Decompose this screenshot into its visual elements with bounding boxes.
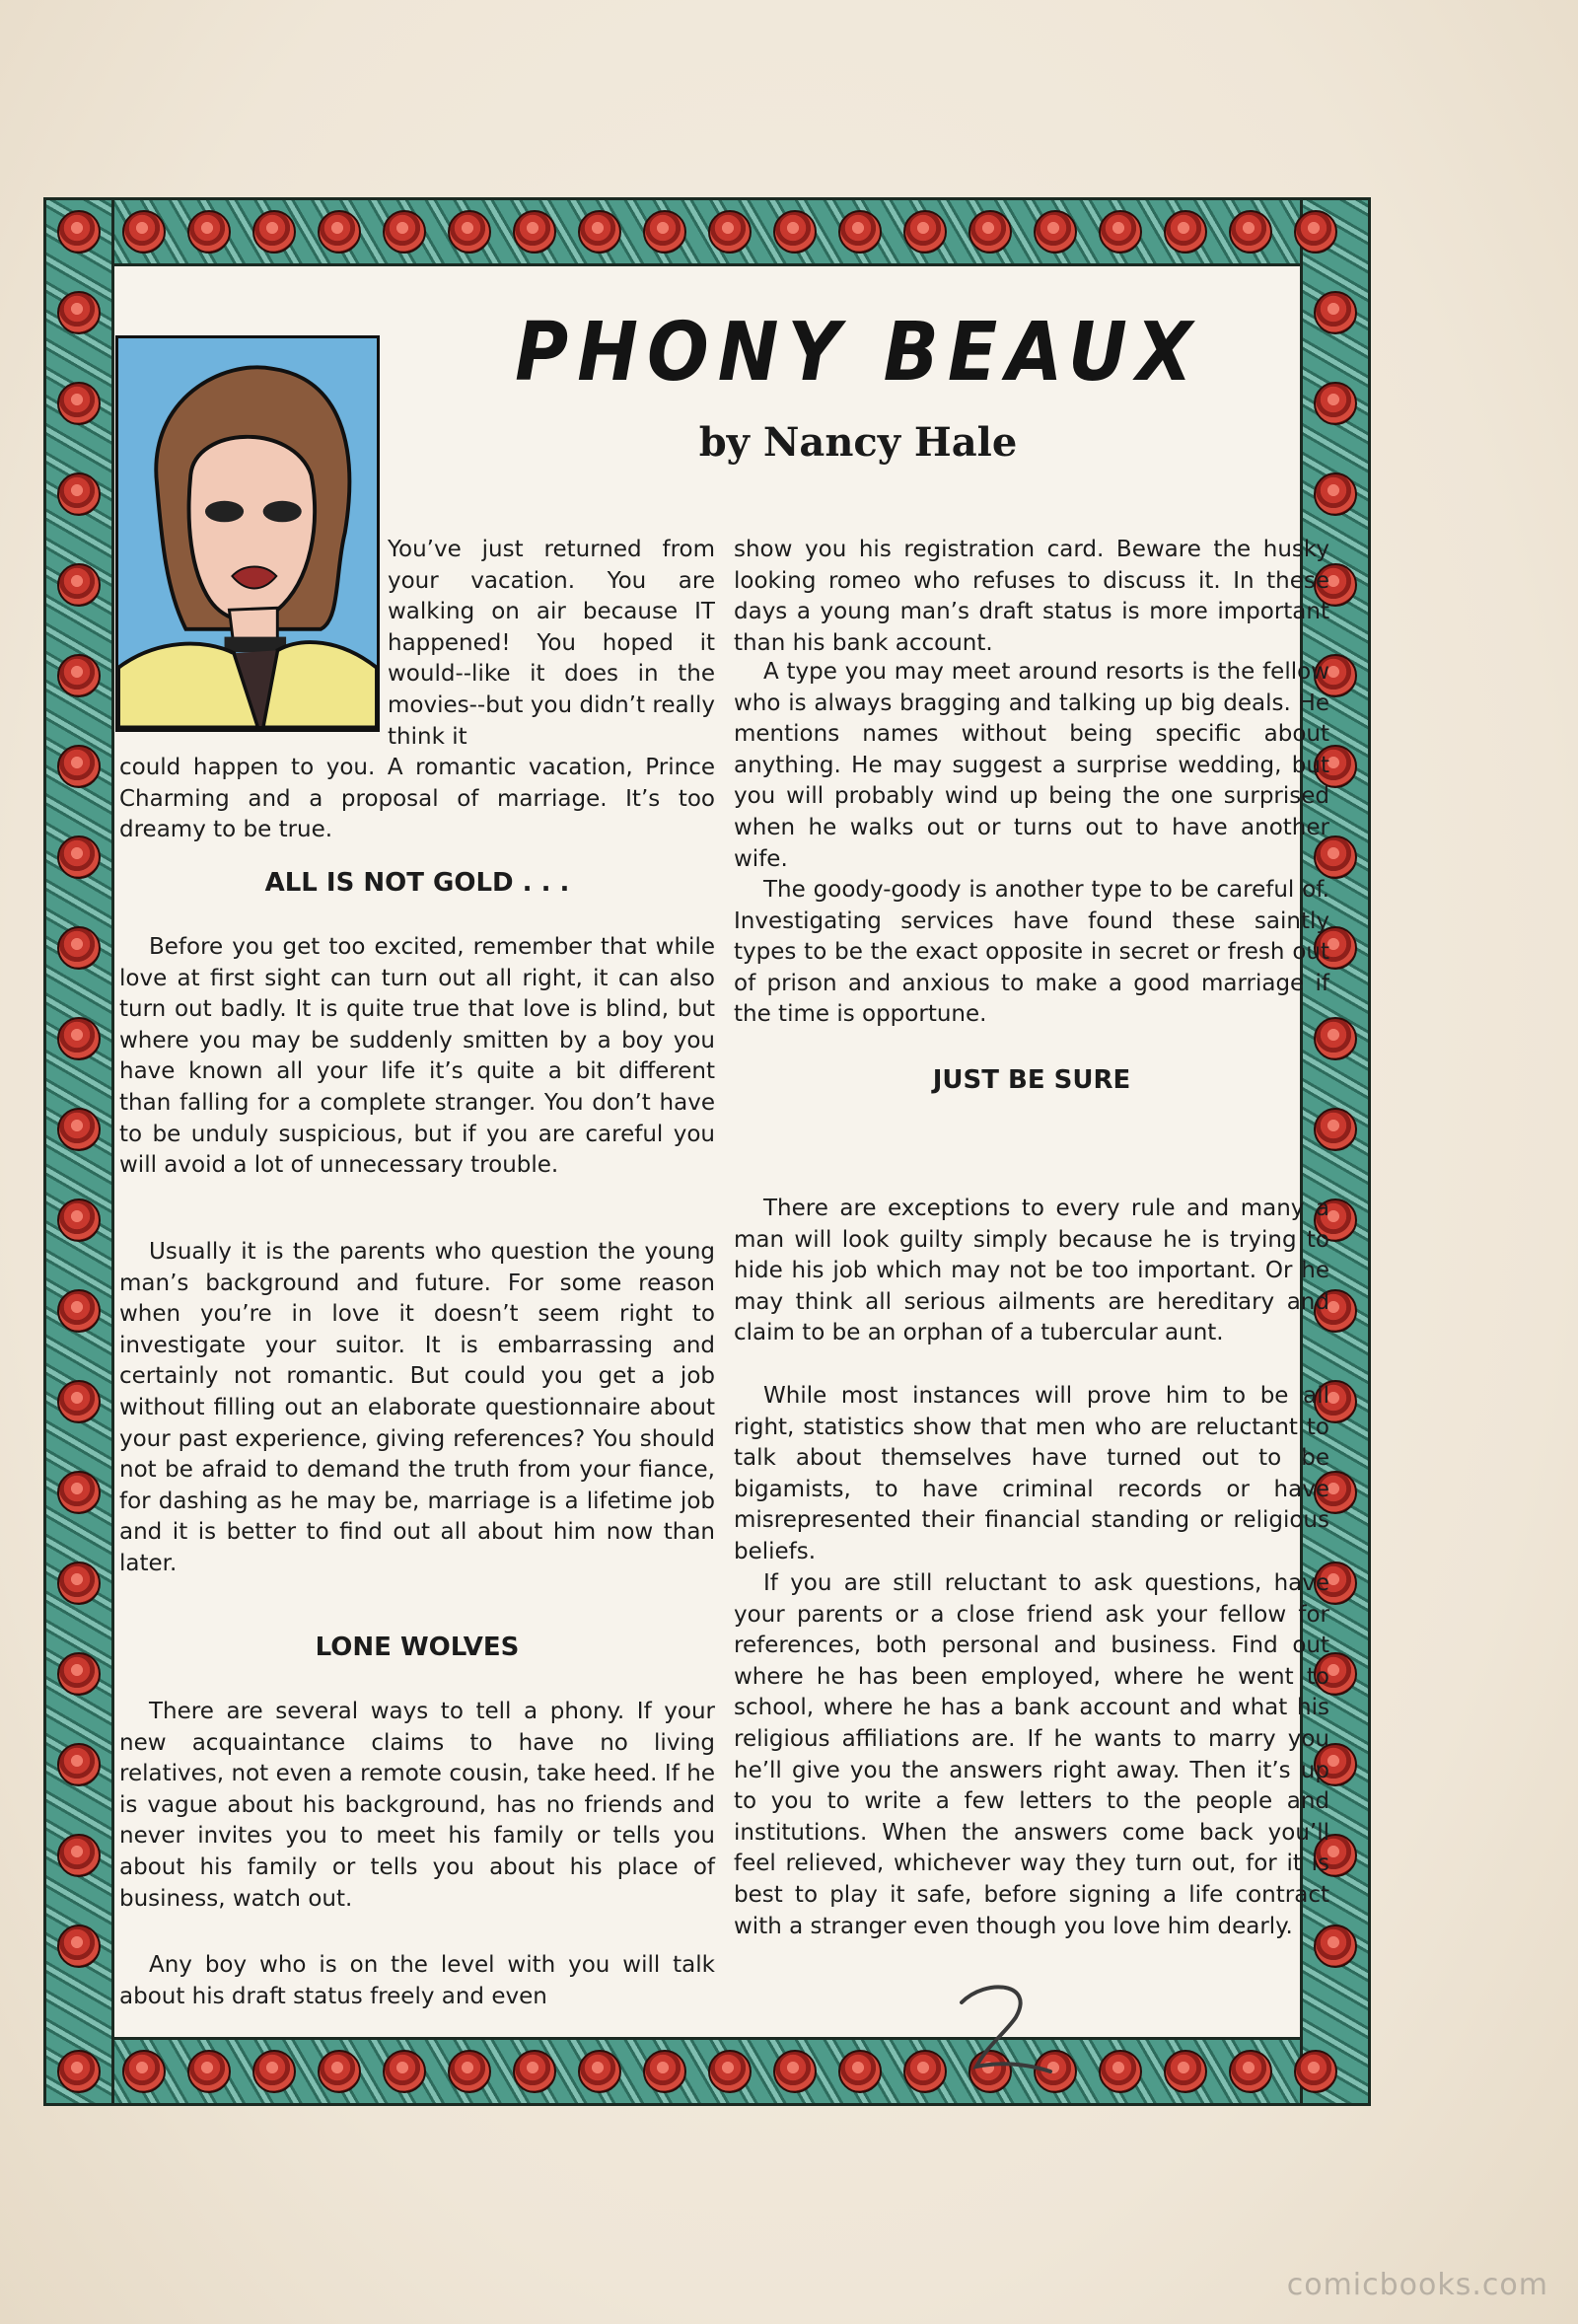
paragraph-exceptions: There are exceptions to every rule and many a man will look guilty simply because he is trying to hide his job which may not be too important. Or he may think all serious ailments are hereditary and claim to be an orphan of a tubercular aunt. (734, 1196, 1329, 1346)
paragraph-registration-card: show you his registration card. Beware the husky looking romeo who refuses to discuss it. In these days a young man’s draft status is more important than his bank account. (734, 537, 1329, 656)
rose-icon (122, 210, 166, 254)
paragraph-statistics: While most instances will prove him to be all right, statistics show that men who are reluctant to talk about themselves have turned out to be bigamists, to have criminal records or have misrepresented their financial standing or religious beliefs. (734, 1383, 1329, 1564)
article-title: PHONY BEAUX (515, 306, 1201, 399)
portrait-icon (118, 338, 377, 729)
rose-icon (708, 2050, 752, 2093)
rose-icon (1229, 2050, 1272, 2093)
rose-icon (187, 2050, 231, 2093)
rose-icon (1164, 2050, 1207, 2093)
rose-icon (57, 1471, 101, 1514)
rose-icon (57, 1380, 101, 1423)
rose-icon (252, 2050, 296, 2093)
rose-icon (57, 926, 101, 970)
rose-icon (57, 1289, 101, 1333)
rose-icon (1099, 210, 1142, 254)
paragraph-draft-status: Any boy who is on the level with you will talk about his draft status freely and even (119, 1952, 715, 2009)
rose-icon (383, 210, 426, 254)
rose-icon (448, 2050, 491, 2093)
paragraph-love-at-first-sight: Before you get too excited, remember that while love at first sight can turn out all right, it can also turn out badly. It is quite true that love is blind, but where you may be suddenly smitten by a boy you have known all your life it’s quite a bit different than falling for a complete stranger. You don’t have to be unduly suspicious, but if you are careful you will avoid a lot of unnecessary trouble. (119, 934, 715, 1179)
rose-icon (643, 2050, 686, 2093)
rose-icon (57, 210, 101, 254)
rose-icon (838, 210, 882, 254)
rose-icon (1314, 291, 1357, 334)
rose-icon (1314, 472, 1357, 516)
rose-icon (1314, 1108, 1357, 1151)
rose-icon (57, 1743, 101, 1786)
rose-icon (318, 2050, 361, 2093)
rose-icon (57, 1108, 101, 1151)
rose-icon (187, 210, 231, 254)
rose-icon (122, 2050, 166, 2093)
heading-just-be-sure: JUST BE SURE (932, 1065, 1131, 1095)
intro-paragraph-wrap: You’ve just returned from your vacation. You are walking on air because IT happened! You hoped it would--like it does in the movies--but you didn’t really think it (388, 537, 715, 750)
paragraph-goody-goody: The goody-goody is another type to be careful of. Investigating services have found these saintly types to be the exact opposite in secret or fresh out of prison and anxious to make a good marriage if the time is opportune. (734, 877, 1329, 1028)
rose-icon (383, 2050, 426, 2093)
intro-paragraph-continued: could happen to you. A romantic vacation, Prince Charming and a proposal of marriage. It’s too dreamy to be true. (119, 755, 715, 843)
rose-icon (57, 1834, 101, 1877)
article-byline: by Nancy Hale (698, 419, 1018, 466)
heading-lone-wolves: LONE WOLVES (315, 1633, 520, 1662)
paragraph-resort-type: A type you may meet around resorts is the fellow who is always bragging and talking up big deals. He mentions names without being specific about anything. He may suggest a surprise wedding, but you will probably wind up being the one surprised when he walks out or turns out to have another wife. (734, 659, 1329, 872)
rose-icon (1164, 210, 1207, 254)
rose-icon (252, 210, 296, 254)
rose-icon (968, 210, 1012, 254)
paragraph-tell-a-phony: There are several ways to tell a phony. If your new acquaintance claims to have no living relatives, not even a remote cousin, take heed. If he is vague about his background, has no friends and never invites you to meet his family or tells you about his family or tells you about his place of business, watch out. (119, 1699, 715, 1912)
rose-icon (318, 210, 361, 254)
rose-icon (643, 210, 686, 254)
rose-icon (903, 210, 947, 254)
watermark-text: comicbooks.com (1286, 2268, 1548, 2302)
rose-icon (57, 1561, 101, 1605)
woman-portrait-illustration (115, 335, 380, 732)
rose-icon (1099, 2050, 1142, 2093)
rose-icon (57, 1198, 101, 1242)
rose-icon (57, 2050, 101, 2093)
rose-icon (1034, 210, 1077, 254)
paragraph-parents-question: Usually it is the parents who question the young man’s background and future. For some reason when you’re in love it doesn’t seem right to investigate your suitor. It is embarrassing and certainly not romantic. But could you get a job without filling out an elaborate questionnaire about your past experience, giving references? You should not be afraid to demand the truth from your fiance, for dashing as he may be, marriage is a lifetime job and it is better to find out all about him now than later. (119, 1239, 715, 1576)
rose-icon (1294, 2050, 1337, 2093)
rose-icon (773, 2050, 817, 2093)
rose-icon (578, 210, 621, 254)
rose-icon (1294, 210, 1337, 254)
rose-icon (838, 2050, 882, 2093)
rose-icon (1229, 210, 1272, 254)
paragraph-ask-questions: If you are still reluctant to ask questions, have your parents or a close friend ask your fellow for references, both personal and business. Find out where he has been employed, where he went to school, where he has a bank account and what his religious affiliations are. If he wants to marry you he’ll give you the answers right away. Then it’s up to you to write a few letters to the people and institutions. When the answers come back you’ll feel relieved, whichever way they turn out, for it is best to play it safe, before signing a life contract with a stranger even though you love him dearly. (734, 1570, 1329, 1939)
rose-icon (57, 1017, 101, 1060)
rose-icon (448, 210, 491, 254)
rose-icon (773, 210, 817, 254)
rose-icon (57, 1652, 101, 1696)
heading-all-is-not-gold: ALL IS NOT GOLD . . . (264, 868, 570, 898)
rose-icon (57, 563, 101, 607)
pencil-scribble (947, 1973, 1065, 2091)
rose-icon (1314, 382, 1357, 425)
rose-icon (57, 472, 101, 516)
rose-icon (57, 745, 101, 788)
rose-icon (578, 2050, 621, 2093)
rose-icon (708, 210, 752, 254)
rose-icon (57, 382, 101, 425)
rose-icon (903, 2050, 947, 2093)
rose-icon (57, 654, 101, 697)
rose-icon (57, 835, 101, 879)
rose-icon (513, 210, 556, 254)
rose-icon (513, 2050, 556, 2093)
rose-icon (57, 291, 101, 334)
rose-icon (57, 1925, 101, 1968)
